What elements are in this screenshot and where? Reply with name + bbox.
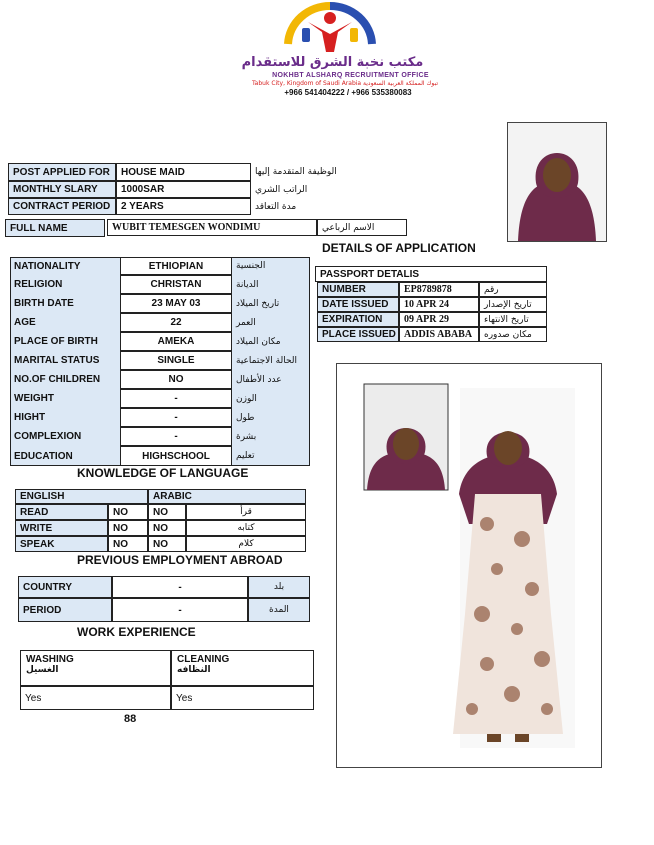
personal-label: RELIGION — [14, 279, 63, 290]
personal-arabic: الجنسية — [236, 261, 266, 271]
passport-arabic: تاريخ الإصدار — [479, 297, 547, 312]
fullname-value: WUBIT TEMESGEN WONDIMU — [107, 219, 317, 236]
passport-value: EP8789878 — [399, 282, 479, 297]
salary-label: MONTHLY SLARY — [8, 181, 116, 198]
company-phones: +966 541404222 / +966 535380083 — [284, 88, 412, 97]
details-heading: DETAILS OF APPLICATION — [322, 241, 476, 255]
passport-arabic: رقم — [479, 282, 547, 297]
lang-english-value: NO — [108, 536, 148, 552]
personal-value: NO — [120, 370, 232, 389]
personal-label: EDUCATION — [14, 450, 73, 462]
experience-heading: WORK EXPERIENCE — [77, 625, 196, 639]
period-label: PERIOD — [18, 598, 112, 622]
personal-label: AGE — [14, 317, 36, 328]
lang-col-english: ENGLISH — [15, 489, 148, 504]
personal-value: - — [120, 408, 232, 427]
company-arabic-name: مكتب نخبة الشرق للاستقدام — [241, 55, 424, 70]
lang-row-label: READ — [15, 504, 108, 520]
personal-label: WEIGHT — [14, 393, 54, 404]
lang-row-label: WRITE — [15, 520, 108, 536]
personal-value: HIGHSCHOOL — [120, 446, 232, 466]
personal-label: BIRTH DATE — [14, 298, 74, 309]
washing-value: Yes — [20, 686, 171, 710]
fullname-label: FULL NAME — [5, 219, 105, 237]
personal-label: PLACE OF BIRTH — [14, 336, 98, 347]
post-value: HOUSE MAID — [116, 163, 251, 181]
portrait-photo — [507, 122, 607, 242]
lang-row-arabic: كتابه — [186, 520, 306, 536]
personal-value: 23 MAY 03 — [120, 294, 232, 313]
cleaning-label: CLEANING — [177, 654, 230, 665]
personal-arabic: تاريخ الميلاد — [236, 298, 280, 309]
lang-row-label: SPEAK — [15, 536, 108, 552]
personal-label: MARITAL STATUS — [14, 355, 100, 366]
passport-title: PASSPORT DETALIS — [315, 266, 547, 282]
personal-arabic: الحالة الاجتماعية — [236, 355, 297, 366]
company-address: Tabuk City, Kingdom of Saudi Arabia تبوك المملكة العربية السعودية — [251, 80, 439, 87]
full-body-photo — [336, 363, 602, 768]
passport-label: NUMBER — [317, 282, 399, 297]
personal-value: - — [120, 389, 232, 408]
personal-arabic: مكان الميلاد — [236, 336, 281, 347]
company-english-name: NOKHBT ALSHARQ RECRUITMENT OFFICE — [272, 72, 429, 79]
passport-arabic: تاريخ الانتهاء — [479, 312, 547, 327]
personal-label: NATIONALITY — [14, 260, 81, 272]
lang-col-arabic: ARABIC — [148, 489, 306, 504]
salary-value: 1000SAR — [116, 181, 251, 198]
country-label: COUNTRY — [18, 576, 112, 598]
page-number: 88 — [124, 713, 137, 725]
period-arabic: المدة — [248, 598, 310, 622]
country-value: - — [112, 576, 248, 598]
lang-arabic-value: NO — [148, 520, 186, 536]
passport-value: 10 APR 24 — [399, 297, 479, 312]
personal-label: HIGHT — [14, 412, 46, 423]
passport-label: PLACE ISSUED — [317, 327, 399, 342]
personal-arabic: الوزن — [236, 393, 257, 404]
period-value: - — [112, 598, 248, 622]
washing-arabic: الغسيل — [26, 665, 59, 675]
personal-value: SINGLE — [120, 351, 232, 370]
passport-arabic: مكان صدوره — [479, 327, 547, 342]
contract-arabic: مدة التعاقد — [255, 201, 297, 212]
personal-value: CHRISTAN — [120, 275, 232, 294]
personal-arabic: تعليم — [236, 451, 255, 461]
lang-english-value: NO — [108, 504, 148, 520]
personal-value: ETHIOPIAN — [120, 257, 232, 275]
passport-value: 09 APR 29 — [399, 312, 479, 327]
passport-label: EXPIRATION — [317, 312, 399, 327]
personal-arabic: عدد الأطفال — [236, 374, 282, 385]
personal-arabic: العمر — [236, 317, 256, 328]
cleaning-value: Yes — [171, 686, 314, 710]
personal-value: 22 — [120, 313, 232, 332]
personal-label: NO.OF CHILDREN — [14, 374, 101, 385]
country-arabic: بلد — [248, 576, 310, 598]
passport-value: ADDIS ABABA — [399, 327, 479, 342]
salary-arabic: الراتب الشري — [255, 184, 308, 195]
lang-arabic-value: NO — [148, 536, 186, 552]
language-heading: KNOWLEDGE OF LANGUAGE — [77, 466, 249, 480]
personal-arabic: بشرة — [236, 431, 257, 442]
personal-value: - — [120, 427, 232, 446]
company-logo — [268, 2, 393, 58]
post-label: POST APPLIED FOR — [8, 163, 116, 181]
post-arabic: الوظيفة المتقدمة إليها — [255, 167, 337, 177]
employment-heading: PREVIOUS EMPLOYMENT ABROAD — [77, 553, 283, 567]
passport-label: DATE ISSUED — [317, 297, 399, 312]
lang-arabic-value: NO — [148, 504, 186, 520]
lang-row-arabic: قرأ — [186, 504, 306, 520]
cleaning-arabic: النظافه — [177, 665, 211, 675]
personal-arabic: الديانة — [236, 279, 259, 290]
personal-arabic: طول — [236, 412, 255, 423]
contract-value: 2 YEARS — [116, 198, 251, 215]
lang-row-arabic: كلام — [186, 536, 306, 552]
personal-label: COMPLEXION — [14, 431, 82, 442]
contract-label: CONTRACT PERIOD — [8, 198, 116, 215]
fullname-arabic: الاسم الرباعي — [317, 219, 407, 236]
personal-value: AMEKA — [120, 332, 232, 351]
lang-english-value: NO — [108, 520, 148, 536]
washing-label: WASHING — [26, 654, 74, 665]
